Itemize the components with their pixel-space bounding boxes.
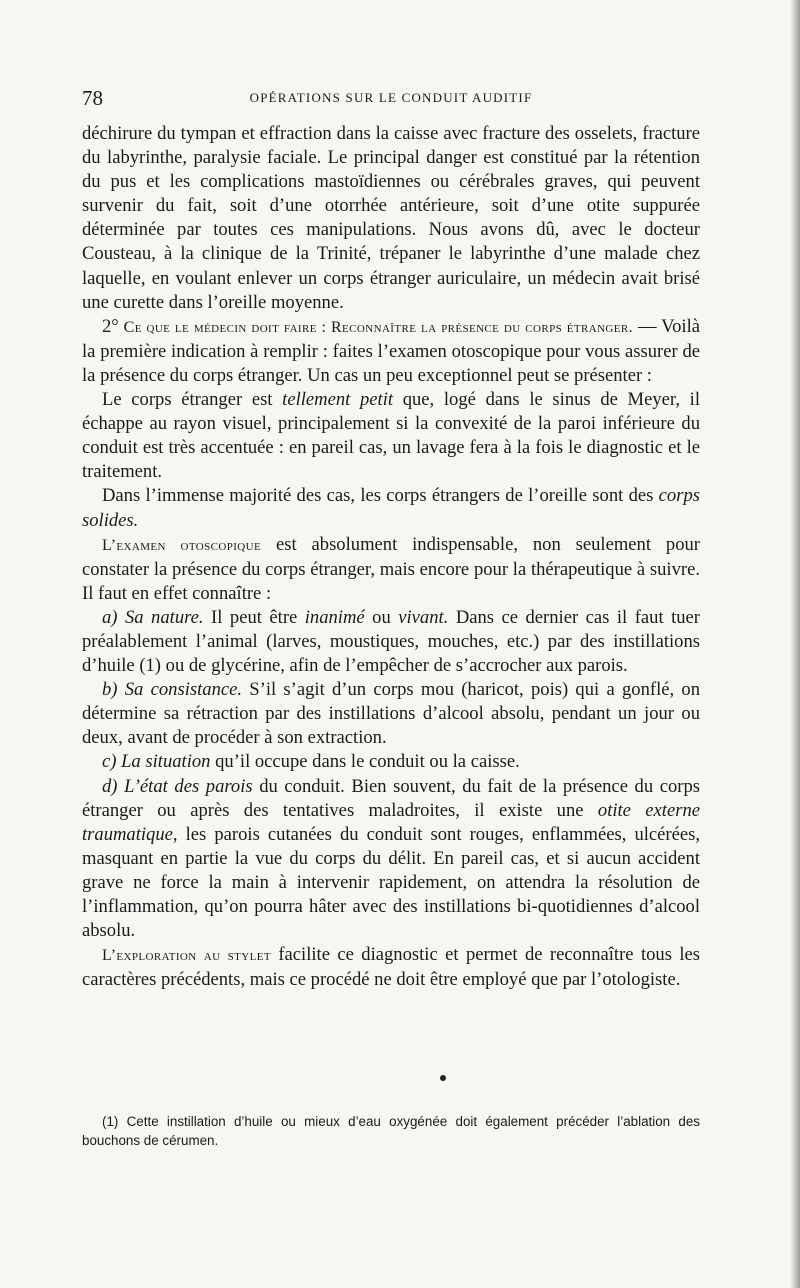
emphasis: inanimé (304, 606, 365, 628)
emphasis: vivant. (398, 606, 449, 628)
ink-dot (440, 1075, 446, 1081)
paragraph-complications: déchirure du tympan et effraction dans la caisse avec fracture des osselets, fracture du labyrinthe, paralysie faciale. Le principal danger est constitué par la rétention du pus et les complications mastoïdiennes ou cérébrales graves, qui peuvent survenir du fait, soit d’une otorrhée antérieure, soit d’une otite suppurée déterminée par toutes ces manipulations. Nous avons dû, avec le docteur Cousteau, à la clinique de la Trinité, trépaner le labyrinthe d’une malade chez laquelle, en voulant enlever un corps étranger auriculaire, un médecin avait brisé une curette dans l’oreille moyenne. (82, 123, 700, 313)
text-run: est absolument indispensable, non seulement pour constater la présence du corps étranger, mais encore pour la thérapeutique à suivre. Il faut en effet connaître : (82, 533, 700, 604)
small-caps-heading: L’exploration au stylet (102, 947, 271, 965)
text-run: , les parois cutanées du conduit sont rouges, enflammées, ulcérées, masquant en partie la vue du corps du délit. En pareil cas, et si aucun accident grave ne force la main à intervenir rapidement, on attendra la résolution de l’inflammation, qu’on pourra hâter avec des instillations bi-quotidiennes d’alcool absolu. (82, 823, 700, 942)
paragraph-otoscopic-exam (82, 533, 700, 606)
text-run: que, logé dans le sinus de Meyer, il échappe au rayon visuel, principalement si la convexité de la paroi inférieure du conduit est très accentuée : en pareil cas, un lavage fera à la fois le diagnostic et le traitement. (82, 389, 700, 483)
small-caps-heading: L’examen otoscopique (102, 536, 262, 554)
emphasis: c) La situation (102, 751, 211, 773)
section-heading: Ce que le médecin doit faire : Reconnaître la présence du corps étranger. (123, 318, 634, 336)
list-item-a (82, 606, 700, 678)
page-header (82, 86, 700, 110)
emphasis: b) Sa consistance. (102, 679, 243, 701)
emphasis: tellement petit (282, 389, 394, 411)
text-run: Il peut être (203, 606, 305, 628)
page-edge-shadow (790, 0, 800, 1288)
text-run: qu’il occupe dans le conduit ou la caisse. (210, 751, 520, 773)
emphasis: a) Sa nature. (102, 606, 204, 628)
list-item-d (82, 775, 700, 944)
text-run: Dans l’immense majorité des cas, les corps étrangers de l’oreille sont des (102, 485, 659, 507)
section-text: — Voilà la première indication à remplir : faites l’examen otoscopique pour vous assurer de la présence du corps étranger. Un cas un peu exceptionnel peut se présenter : (82, 315, 701, 386)
text-run: du conduit. Bien souvent, du fait de la présence du corps étranger ou après des tentatives maladroites, il existe une (82, 775, 700, 821)
text-run: facilite ce diagnostic et permet de reconnaître tous les caractères précédents, mais ce procédé ne doit être employé que par l’otologiste. (82, 944, 700, 991)
footnote-text: (1) Cette instillation d’huile ou mieux d’eau oxygénée doit également précéder l’ablation des bouchons de cérumen. (82, 1114, 700, 1148)
emphasis: corps solides. (82, 485, 700, 531)
text-run: ou (364, 606, 399, 628)
running-title: OPÉRATIONS SUR LE CONDUIT AUDITIF (249, 90, 533, 105)
section-number: 2° (102, 315, 124, 337)
page-number: 78 (82, 86, 103, 110)
text-run: Le corps étranger est (102, 389, 283, 411)
body-text (82, 122, 700, 992)
text-run: S’il s’agit d’un corps mou (haricot, pois) qui a gonflé, on détermine sa rétraction par des instillations d’alcool absolu, pendant un jour ou deux, avant de procéder à son extraction. (82, 679, 700, 749)
emphasis: d) L’état des parois (102, 775, 253, 797)
paragraph-tiny-body (82, 388, 700, 484)
footnote (82, 1112, 700, 1150)
paragraph-section-2 (82, 315, 700, 388)
paragraph-stylet (82, 943, 700, 992)
list-item-b (82, 678, 700, 750)
paragraph-solid-bodies (82, 484, 700, 532)
text-run: Dans ce dernier cas il faut tuer préalablement l’animal (larves, moustiques, mouches, etc.) par des instillations d’huile (1) ou de glycérine, afin de l’empêcher de s’accrocher aux parois. (82, 606, 701, 677)
list-item-c (82, 750, 700, 774)
emphasis: otite externe traumatique (82, 799, 701, 845)
